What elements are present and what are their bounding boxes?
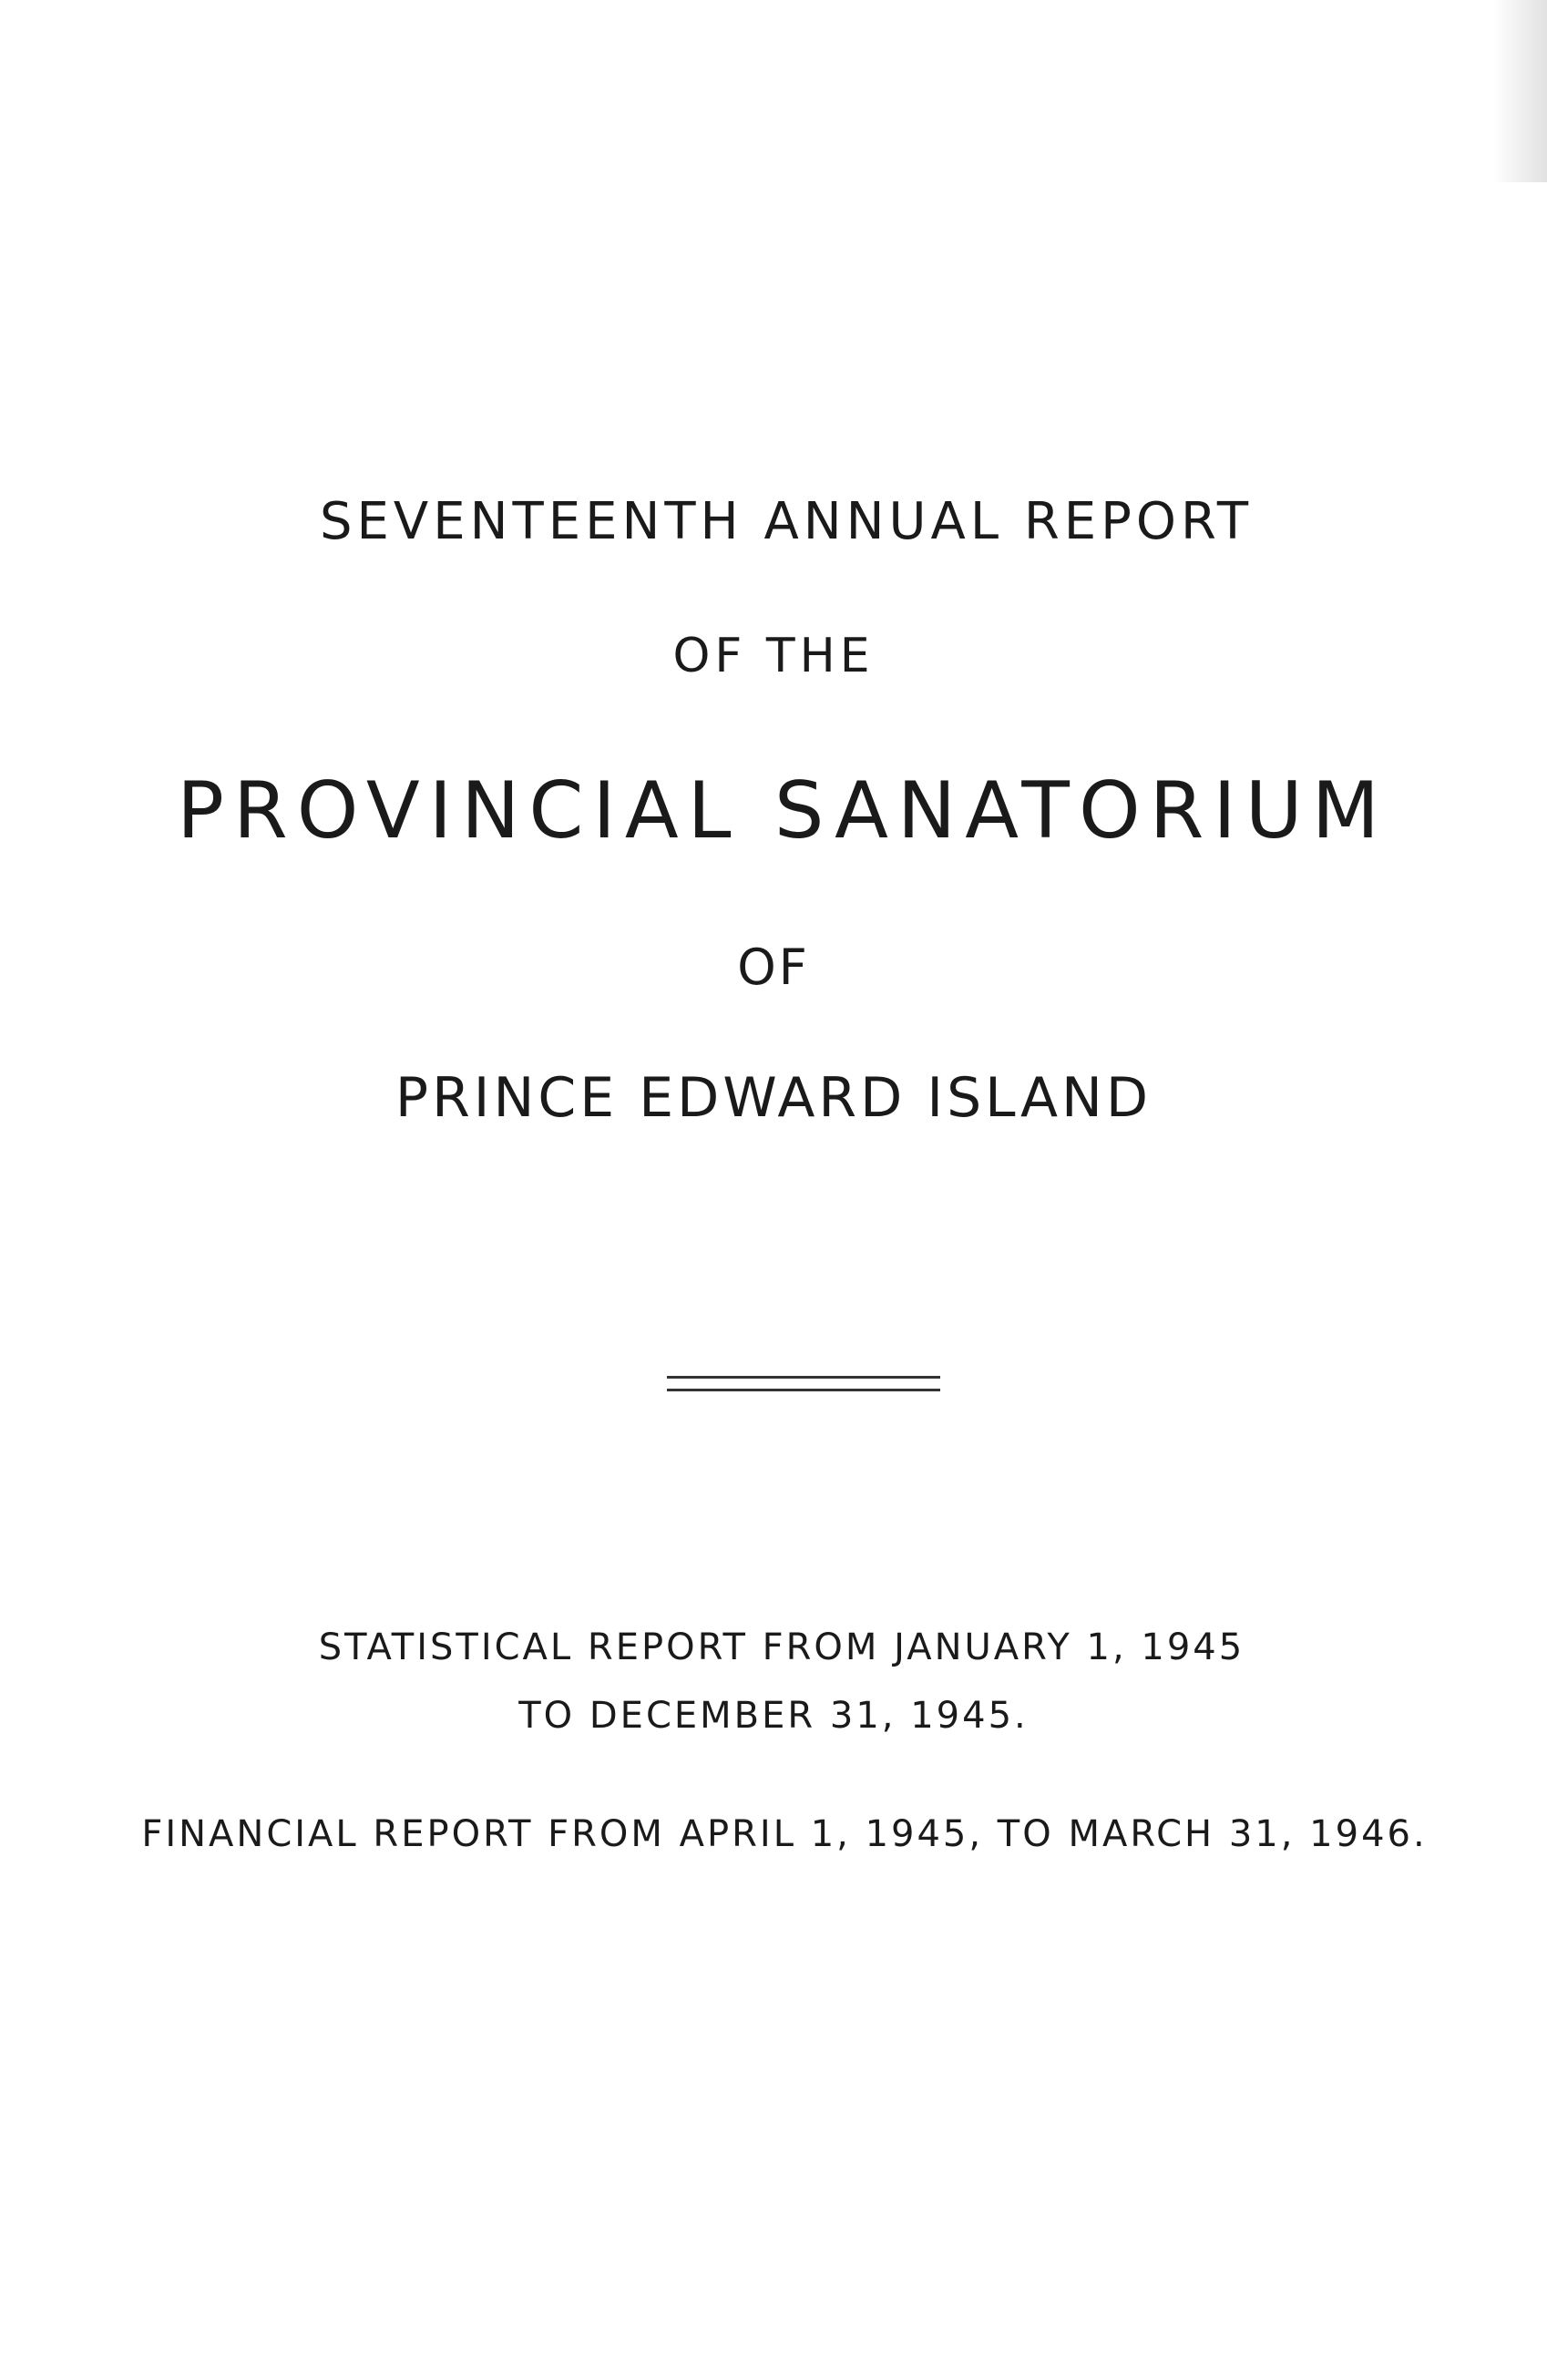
divider-rule-bottom (667, 1389, 940, 1391)
province-name: PRINCE EDWARD ISLAND (394, 1066, 1153, 1130)
report-title-ordinal: SEVENTEENTH ANNUAL REPORT (319, 492, 1254, 551)
statistical-report-period-end: TO DECEMBER 31, 1945. (518, 1695, 1029, 1737)
report-title-of: OF (737, 939, 810, 996)
institution-name: PROVINCIAL SANATORIUM (177, 765, 1388, 857)
financial-report-period: FINANCIAL REPORT FROM APRIL 1, 1945, TO MARCH 31, 1946. (141, 1813, 1428, 1855)
report-title-of-the: OF THE (672, 629, 875, 683)
divider-rule-top (667, 1376, 940, 1379)
statistical-report-period-start: STATISTICAL REPORT FROM JANUARY 1, 1945 (318, 1626, 1245, 1668)
page-edge-shadow (1492, 0, 1547, 182)
